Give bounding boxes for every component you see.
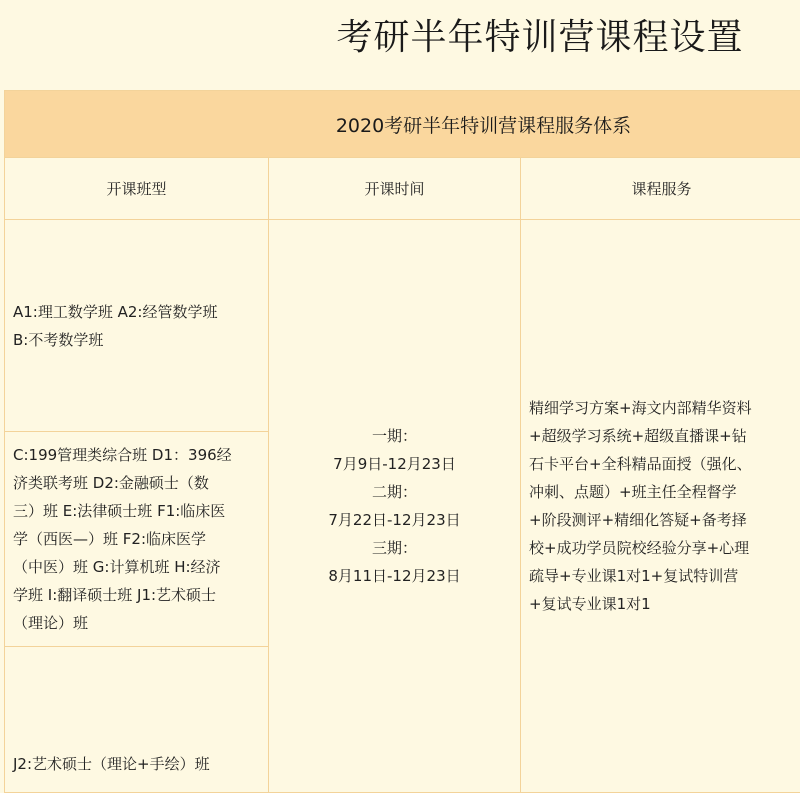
class-type-cell-3 (5, 647, 269, 793)
class-type-line: （中医）班 G:计算机班 H:经济 (13, 553, 260, 581)
course-table (4, 90, 800, 793)
class-type-line: 学（西医—）班 F2:临床医学 (13, 525, 260, 553)
service-cell (521, 220, 800, 793)
service-line: +超级学习系统+超级直播课+钻 (529, 422, 796, 450)
class-type-line: A1:理工数学班 A2:经管数学班 (13, 298, 260, 326)
class-type-line: （理论）班 (13, 609, 260, 637)
service-line: +复试专业课1对1 (529, 590, 796, 618)
table-row (5, 220, 800, 432)
service-line: 石卡平台+全科精品面授（强化、 (529, 450, 796, 478)
class-type-line: 济类联考班 D2:金融硕士（数 (13, 469, 260, 497)
class-type-line: 三）班 E:法律硕士班 F1:临床医 (13, 497, 260, 525)
time-line: 三期： (269, 534, 520, 562)
service-line: 冲刺、点题）+班主任全程督学 (529, 478, 796, 506)
time-line: 7月22日-12月23日 (269, 506, 520, 534)
table-banner-row (5, 91, 800, 158)
table-header-row (5, 158, 800, 220)
class-type-line: J2:艺术硕士（理论+手绘）班 (13, 750, 260, 778)
class-type-line: B:不考数学班 (13, 326, 260, 354)
header-class-type: 开课班型 (5, 158, 269, 220)
time-line: 一期： (269, 422, 520, 450)
header-time: 开课时间 (269, 158, 521, 220)
class-type-cell-1 (5, 220, 269, 432)
time-line: 7月9日-12月23日 (269, 450, 520, 478)
table-banner: 2020考研半年特训营课程服务体系 (5, 91, 800, 158)
header-service: 课程服务 (521, 158, 800, 220)
class-type-cell-2 (5, 432, 269, 647)
service-line: 疏导+专业课1对1+复试特训营 (529, 562, 796, 590)
page-title: 考研半年特训营课程设置 (0, 12, 800, 64)
service-line: +阶段测评+精细化答疑+备考择 (529, 506, 796, 534)
service-line: 精细学习方案+海文内部精华资料 (529, 394, 796, 422)
time-line: 8月11日-12月23日 (269, 562, 520, 590)
class-type-line: 学班 I:翻译硕士班 J1:艺术硕士 (13, 581, 260, 609)
time-cell (269, 220, 521, 793)
time-line: 二期： (269, 478, 520, 506)
class-type-line: C:199管理类综合班 D1：396经 (13, 441, 260, 469)
service-line: 校+成功学员院校经验分享+心理 (529, 534, 796, 562)
